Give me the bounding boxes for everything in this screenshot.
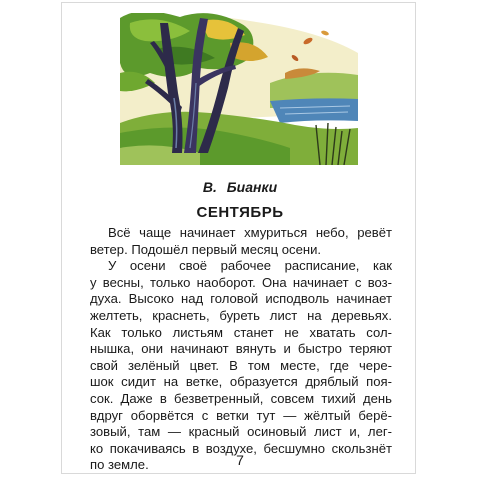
text-line: ко покачиваясь в воздухе, бесшумно скользнёт <box>90 440 392 456</box>
text-line: Как только листьям станет не хватать сол- <box>90 324 392 340</box>
body-text <box>90 225 392 474</box>
text-line: сок. Даже в безветренный, совсем тихий день <box>90 390 392 406</box>
paragraph-1 <box>90 225 392 258</box>
text-line: вдруг оборвётся с ветки тут — жёлтый берё- <box>90 407 392 423</box>
text-line: свой зелёный цвет. В том месте, где чере- <box>90 357 392 373</box>
page-number: 7 <box>236 452 244 468</box>
text-line: у весны, только наоборот. Она начинает с воз- <box>90 274 392 290</box>
text-line: нышка, они начинают вянуть и быстро теряют <box>90 341 392 357</box>
text-line: по земле. <box>90 457 149 473</box>
text-line: духа. Высоко над головой исподволь начинает <box>90 291 392 307</box>
text-line: шок сидит на ветке, образуется дряблый поя- <box>90 374 392 390</box>
text-line: зовый, там — красный осиновый лист и, лег- <box>90 424 392 440</box>
text-line: Всё чаще начинает хмуриться небо, ревёт <box>108 225 392 240</box>
author-name: В. Бианки <box>202 179 278 195</box>
text-line: желтеть, краснеть, буреть лист на деревьях. <box>90 307 392 323</box>
autumn-forest-illustration <box>120 13 358 165</box>
text-line: ветер. Подошёл первый месяц осени. <box>90 241 322 257</box>
paragraph-2 <box>90 258 392 474</box>
chapter-title: СЕНТЯБРЬ <box>196 204 284 221</box>
text-line: У осени своё рабочее расписание, как <box>108 258 392 274</box>
